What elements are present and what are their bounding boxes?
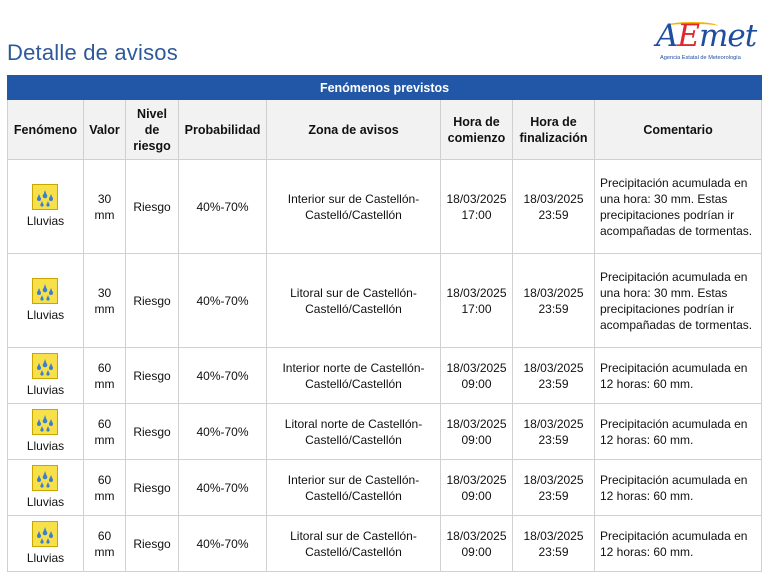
column-header: Valor (84, 100, 126, 160)
phenomenon-label: Lluvias (26, 308, 65, 322)
aemet-logo (652, 18, 762, 66)
table-row (8, 160, 762, 254)
table-row (8, 516, 762, 572)
zone-cell: Litoral norte de Castellón- Castelló/Castellón (267, 404, 441, 460)
column-header: Hora de comienzo (441, 100, 513, 160)
zone-cell: Litoral sur de Castellón- Castelló/Castellón (267, 516, 441, 572)
phenomenon-label: Lluvias (26, 439, 65, 453)
warnings-table (7, 75, 762, 572)
start-time-cell: 18/03/2025 09:00 (441, 348, 513, 404)
value-cell: 60 mm (84, 516, 126, 572)
start-time-cell: 18/03/2025 09:00 (441, 516, 513, 572)
value-cell: 30 mm (84, 160, 126, 254)
probability-cell: 40%-70% (179, 160, 267, 254)
table-row (8, 254, 762, 348)
comment-cell: Precipitación acumulada en 12 horas: 60 mm. (595, 348, 762, 404)
comment-cell: Precipitación acumulada en una hora: 30 mm. Estas precipitaciones podrían ir acompañadas de tormentas. (595, 254, 762, 348)
phenomenon-cell (8, 160, 84, 254)
start-time-cell: 18/03/2025 09:00 (441, 404, 513, 460)
end-time-cell: 18/03/2025 23:59 (513, 254, 595, 348)
risk-cell: Riesgo (126, 160, 179, 254)
zone-cell: Litoral sur de Castellón- Castelló/Castellón (267, 254, 441, 348)
zone-cell: Interior sur de Castellón- Castelló/Castellón (267, 460, 441, 516)
rain-icon (32, 465, 58, 491)
phenomenon-label: Lluvias (26, 214, 65, 228)
start-time-cell: 18/03/2025 17:00 (441, 254, 513, 348)
value-cell: 60 mm (84, 460, 126, 516)
page-title: Detalle de avisos (7, 40, 178, 65)
comment-cell: Precipitación acumulada en una hora: 30 mm. Estas precipitaciones podrían ir acompañadas de tormentas. (595, 160, 762, 254)
value-cell: 60 mm (84, 348, 126, 404)
probability-cell: 40%-70% (179, 516, 267, 572)
end-time-cell: 18/03/2025 23:59 (513, 516, 595, 572)
column-header: Hora de finalización (513, 100, 595, 160)
rain-icon (32, 521, 58, 547)
phenomenon-cell (8, 348, 84, 404)
risk-cell: Riesgo (126, 460, 179, 516)
probability-cell: 40%-70% (179, 404, 267, 460)
column-header: Probabilidad (179, 100, 267, 160)
risk-cell: Riesgo (126, 404, 179, 460)
table-row (8, 460, 762, 516)
risk-cell: Riesgo (126, 516, 179, 572)
table-row (8, 348, 762, 404)
logo-subtitle: Agencia Estatal de Meteorología (660, 55, 741, 61)
end-time-cell: 18/03/2025 23:59 (513, 460, 595, 516)
comment-cell: Precipitación acumulada en 12 horas: 60 mm. (595, 404, 762, 460)
logo-wordmark: AEmet (656, 18, 757, 54)
phenomenon-label: Lluvias (26, 495, 65, 509)
risk-cell: Riesgo (126, 254, 179, 348)
probability-cell: 40%-70% (179, 348, 267, 404)
probability-cell: 40%-70% (179, 460, 267, 516)
column-header: Fenómeno (8, 100, 84, 160)
table-banner: Fenómenos previstos (8, 76, 762, 100)
risk-cell: Riesgo (126, 348, 179, 404)
phenomenon-cell (8, 516, 84, 572)
column-header: Comentario (595, 100, 762, 160)
rain-icon (32, 353, 58, 379)
comment-cell: Precipitación acumulada en 12 horas: 60 mm. (595, 516, 762, 572)
start-time-cell: 18/03/2025 09:00 (441, 460, 513, 516)
zone-cell: Interior norte de Castellón- Castelló/Castellón (267, 348, 441, 404)
rain-icon (32, 184, 58, 210)
phenomenon-label: Lluvias (26, 551, 65, 565)
rain-icon (32, 278, 58, 304)
value-cell: 60 mm (84, 404, 126, 460)
start-time-cell: 18/03/2025 17:00 (441, 160, 513, 254)
value-cell: 30 mm (84, 254, 126, 348)
probability-cell: 40%-70% (179, 254, 267, 348)
phenomenon-cell (8, 254, 84, 348)
phenomenon-cell (8, 404, 84, 460)
phenomenon-label: Lluvias (26, 383, 65, 397)
comment-cell: Precipitación acumulada en 12 horas: 60 mm. (595, 460, 762, 516)
column-header: Nivel de riesgo (126, 100, 179, 160)
column-header-row (8, 100, 762, 160)
end-time-cell: 18/03/2025 23:59 (513, 160, 595, 254)
end-time-cell: 18/03/2025 23:59 (513, 404, 595, 460)
table-row (8, 404, 762, 460)
end-time-cell: 18/03/2025 23:59 (513, 348, 595, 404)
zone-cell: Interior sur de Castellón- Castelló/Castellón (267, 160, 441, 254)
rain-icon (32, 409, 58, 435)
phenomenon-cell (8, 460, 84, 516)
column-header: Zona de avisos (267, 100, 441, 160)
